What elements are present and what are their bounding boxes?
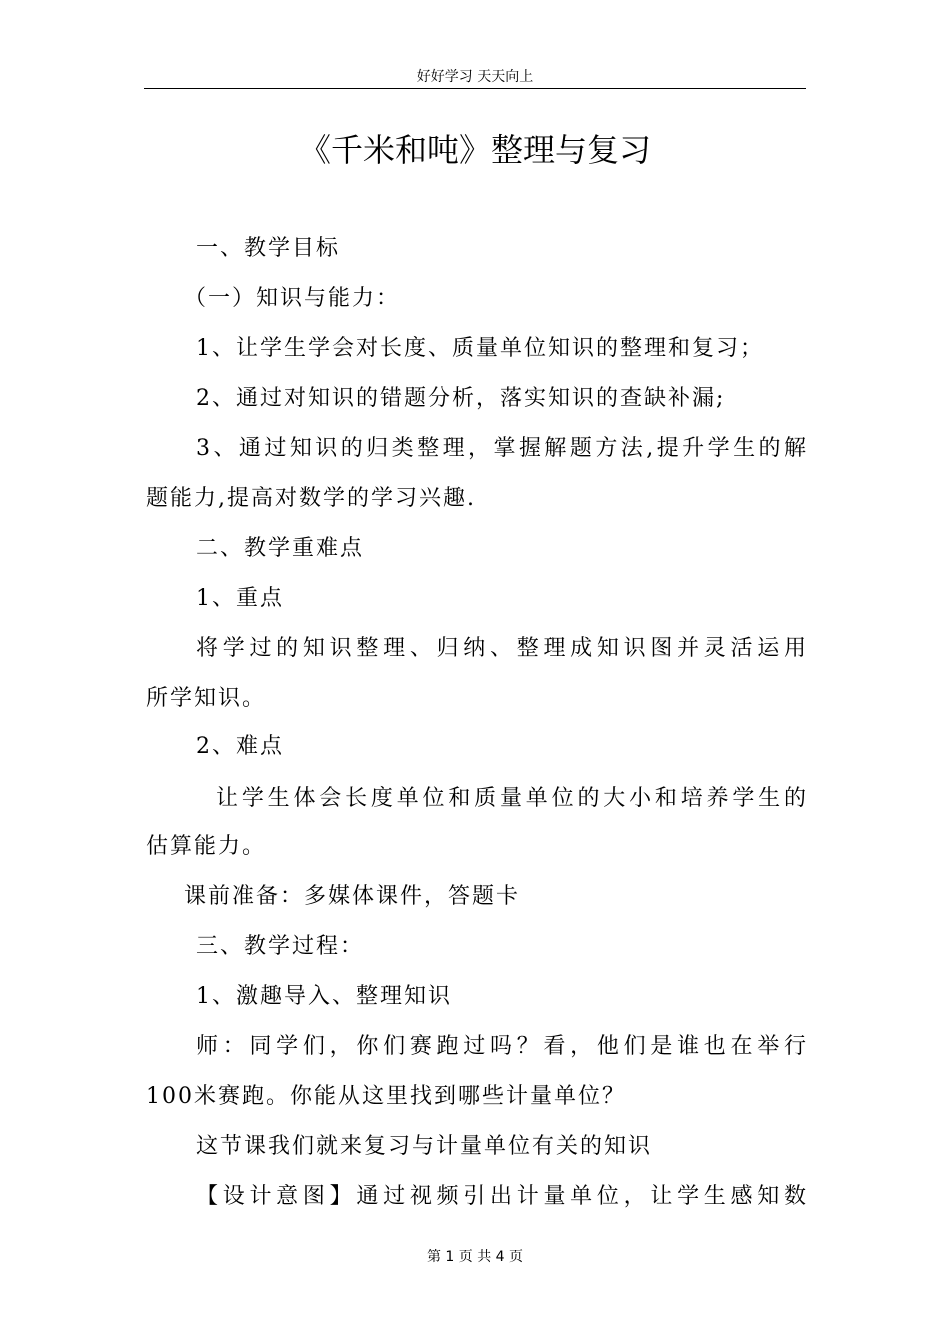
paragraph-line: 题能力,提高对数学的学习兴趣. [146,486,476,511]
page-footer: 第 1 页 共 4 页 [426,1249,524,1265]
paragraph-line: 师：同学们，你们赛跑过吗？看，他们是谁也在举行 [196,1034,806,1059]
objective-item-3: 3、通过知识的归类整理，掌握解题方法,提升学生的解 [196,436,806,461]
process-step-1: 1、激趣导入、整理知识 [196,984,452,1009]
preparation-line: 课前准备：多媒体课件，答题卡 [184,884,521,909]
section-heading-objectives: 一、教学目标 [196,236,341,261]
objective-item-2: 2、通过对知识的错题分析，落实知识的查缺补漏; [196,386,726,411]
page-header: 好好学习 天天向上 [416,69,534,85]
section-heading-key-points: 二、教学重难点 [196,536,365,561]
paragraph-line: 估算能力。 [146,834,267,859]
subsection-heading: （一）知识与能力： [184,286,401,311]
header-rule [144,88,806,89]
subheading-key-point: 1、重点 [196,586,284,611]
paragraph-line: 让学生体会长度单位和质量单位的大小和培养学生的 [216,786,806,811]
paragraph-line: 所学知识。 [146,686,267,711]
document-title: 《千米和吨》整理与复习 [298,131,651,169]
paragraph-line: 将学过的知识整理、归纳、整理成知识图并灵活运用 [196,636,806,661]
section-heading-process: 三、教学过程： [196,934,365,959]
subheading-difficulty: 2、难点 [196,734,284,759]
objective-item-1: 1、让学生学会对长度、质量单位知识的整理和复习； [196,336,764,361]
paragraph-line: 这节课我们就来复习与计量单位有关的知识 [196,1134,653,1159]
design-intent-line: 【设计意图】通过视频引出计量单位，让学生感知数 [196,1184,806,1209]
paragraph-line: 100米赛跑。你能从这里找到哪些计量单位？ [146,1084,626,1109]
